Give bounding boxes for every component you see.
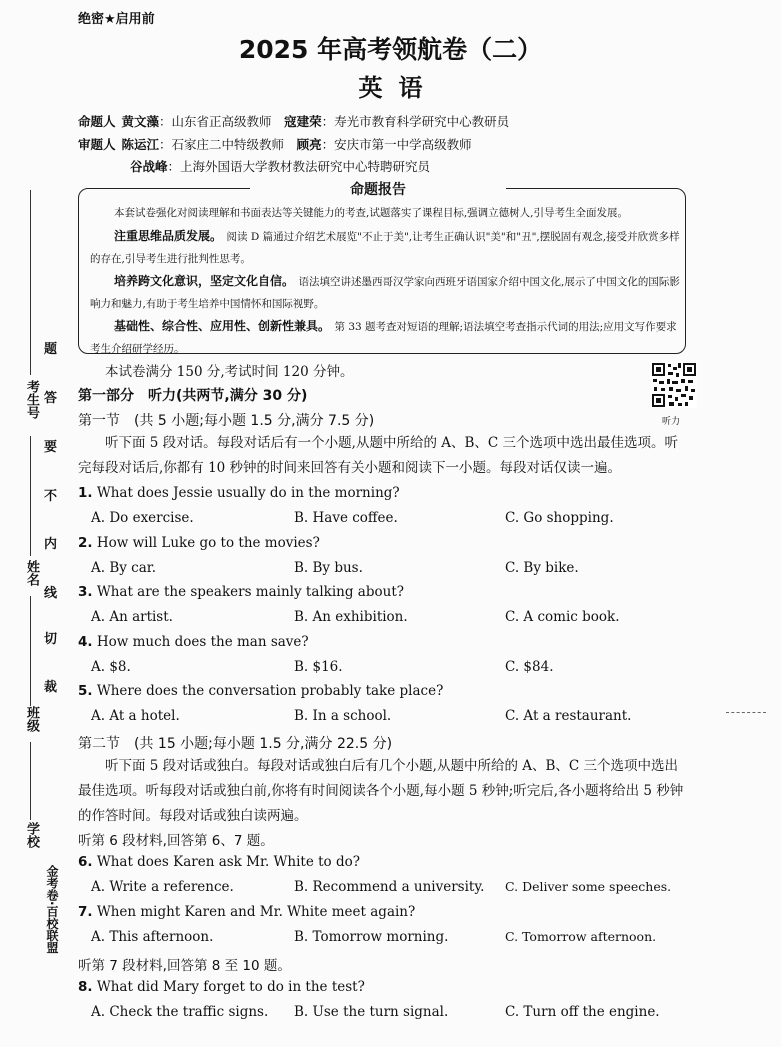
question-5: 5. Where does the conversation probably take place? — [78, 683, 444, 699]
xuexiao-label: 学校 — [24, 822, 39, 848]
q5-option-c: C. At a restaurant. — [505, 708, 632, 724]
question-7: 7. When might Karen and Mr. White meet again? — [78, 904, 416, 920]
stray-dash-mark — [726, 712, 766, 713]
question-2: 2. How will Luke go to the movies? — [78, 535, 320, 551]
q7-option-a: A. This afternoon. — [91, 929, 214, 945]
q2-option-b: B. By bus. — [294, 560, 363, 576]
reviewers-row-2: 谷战峰：上海外国语大学教材教法研究中心特聘研究员 — [130, 159, 431, 174]
q4-option-a: A. $8. — [91, 659, 131, 675]
confidential-label: 绝密★启用前 — [78, 12, 155, 27]
seal-char: 内 — [44, 537, 58, 552]
question-1: 1. What does Jessie usually do in the morning? — [78, 485, 400, 501]
q1-option-a: A. Do exercise. — [91, 510, 194, 526]
seal-char: 切 — [44, 632, 58, 647]
seal-char: 裁 — [44, 680, 58, 695]
section2-title: 第二节 (共 15 小题;每小题 1.5 分,满分 22.5 分) — [78, 736, 393, 752]
q7-option-c: C. Tomorrow afternoon. — [505, 929, 657, 944]
question-4: 4. How much does the man save? — [78, 634, 309, 650]
q3-option-c: C. A comic book. — [505, 609, 620, 625]
part1-title: 第一部分 听力(共两节,满分 30 分) — [78, 388, 308, 404]
exam-info: 本试卷满分 150 分,考试时间 120 分钟。 — [105, 364, 354, 380]
authors-row: 命题人 黄文藻：山东省正高级教师 寇建荣：寿光市教育科学研究中心教研员 — [78, 114, 510, 129]
section2-instructions: 听下面 5 段对话或独白。每段对话或独白后有几个小题,从题中所给的 A、B、C 三个选项中选出最佳选项。听每段对话或独白前,你将有时间阅读各个小题,每小题 5 秒钟;听完后,各小题将给出 5 秒钟的作答时间。每段对话或独白读两遍。 — [78, 758, 684, 824]
q6-option-c: C. Deliver some speeches. — [505, 879, 672, 894]
report-paragraph-1: 本套试卷强化对阅读理解和书面表达等关键能力的考查,试题落实了课程目标,强调立德树人,引导考生全面发展。 — [114, 207, 629, 219]
material-7-instruction: 听第 7 段材料,回答第 8 至 10 题。 — [78, 958, 291, 974]
brand-label: 金考卷·百校联盟 — [45, 865, 59, 954]
q1-option-c: C. Go shopping. — [505, 510, 614, 526]
q8-option-b: B. Use the turn signal. — [294, 1004, 449, 1020]
q1-option-b: B. Have coffee. — [294, 510, 398, 526]
kaohao-fill-line — [30, 190, 31, 375]
qr-code-icon[interactable] — [651, 362, 697, 408]
q6-option-a: A. Write a reference. — [91, 879, 234, 895]
reviewers-row: 审题人 陈运江：石家庄二中特级教师 顾亮：安庆市第一中学高级教师 — [78, 137, 472, 152]
q4-option-c: C. $84. — [505, 659, 554, 675]
question-8: 8. What did Mary forget to do in the test? — [78, 979, 365, 995]
report-paragraph-3: 培养跨文化意识，坚定文化自信。 语法填空讲述墨西哥汉学家向西班牙语国家介绍中国文化,展示了中国文化的国际影响力和魅力,有助于考生培养中国情怀和国际视野。 — [90, 274, 680, 310]
banji-fill-line — [30, 596, 31, 706]
q6-option-b: B. Recommend a university. — [294, 879, 485, 895]
q8-option-a: A. Check the traffic signs. — [91, 1004, 269, 1020]
report-title: 命题报告 — [340, 179, 416, 199]
banji-label: 班级 — [24, 706, 39, 732]
section1-instructions: 听下面 5 段对话。每段对话后有一个小题,从题中所给的 A、B、C 三个选项中选出最佳选项。听完每段对话后,你都有 10 秒钟的时间来回答有关小题和阅读下一小题。每段对话仅读一遍。 — [78, 435, 679, 476]
qr-label: 听力 — [662, 417, 681, 427]
seal-char: 不 — [44, 489, 58, 504]
report-paragraph-2: 注重思维品质发展。 阅读 D 篇通过介绍艺术展览"不止于美",让考生正确认识"美"和"丑",摆脱固有观念,接受并欣赏多样的存在,引导考生进行批判性思考。 — [90, 229, 680, 265]
xingming-label: 姓名 — [24, 560, 39, 586]
subject-title: 英语 — [358, 74, 439, 102]
question-6: 6. What does Karen ask Mr. White to do? — [78, 854, 360, 870]
seal-char: 题 — [44, 342, 58, 357]
report-paragraph-4: 基础性、综合性、应用性、创新性兼具。 第 33 题考查对短语的理解;语法填空考查指示代词的用法;应用文写作要求考生介绍研学经历。 — [90, 319, 677, 355]
seal-char: 要 — [44, 440, 58, 455]
question-3: 3. What are the speakers mainly talking about? — [78, 584, 404, 600]
q2-option-c: C. By bike. — [505, 560, 579, 576]
q5-option-a: A. At a hotel. — [91, 708, 180, 724]
seal-char: 线 — [44, 586, 58, 601]
q3-option-b: B. An exhibition. — [294, 609, 408, 625]
kaohao-label: 考生号 — [24, 380, 39, 419]
exam-title: 2025 年高考领航卷（二） — [238, 35, 543, 64]
section1-title: 第一节 (共 5 小题;每小题 1.5 分,满分 7.5 分) — [78, 413, 375, 429]
seal-char: 答 — [44, 391, 58, 406]
material-6-instruction: 听第 6 段材料,回答第 6、7 题。 — [78, 833, 274, 849]
xingming-fill-line — [30, 436, 31, 556]
q3-option-a: A. An artist. — [91, 609, 173, 625]
q5-option-b: B. In a school. — [294, 708, 392, 724]
q8-option-c: C. Turn off the engine. — [505, 1004, 660, 1020]
q2-option-a: A. By car. — [91, 560, 157, 576]
q4-option-b: B. $16. — [294, 659, 343, 675]
q7-option-b: B. Tomorrow morning. — [294, 929, 449, 945]
xuexiao-fill-line — [30, 742, 31, 820]
